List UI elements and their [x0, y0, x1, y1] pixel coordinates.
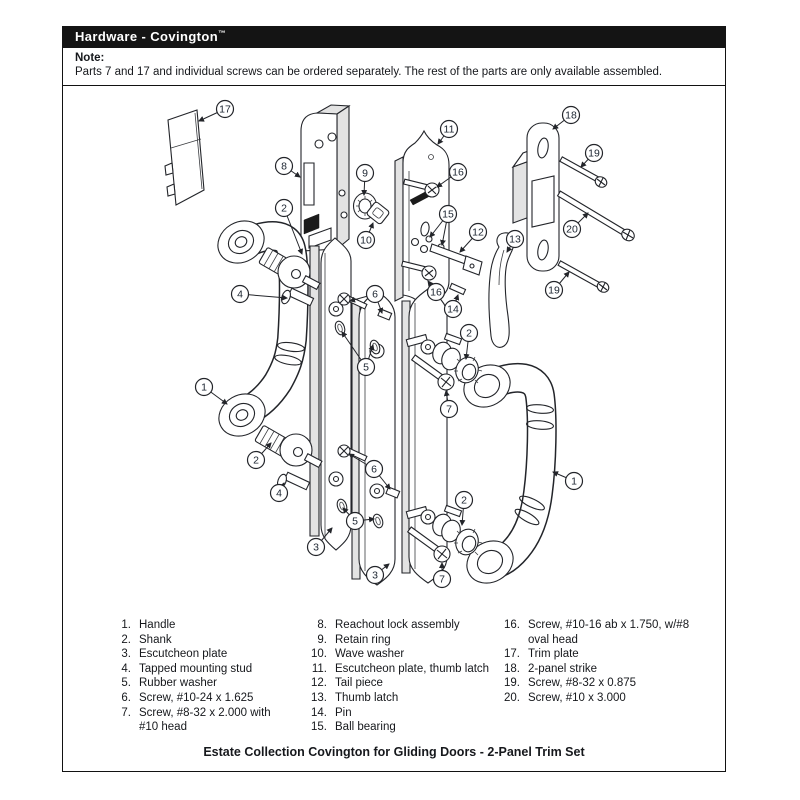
callout-balloon-8	[276, 158, 301, 178]
callout-balloon-13	[507, 231, 524, 253]
svg-text:17: 17	[219, 103, 231, 116]
part-list-item	[496, 618, 716, 633]
svg-text:13: 13	[509, 233, 521, 246]
part-number: 1.	[121, 619, 131, 631]
svg-text:2: 2	[253, 454, 259, 467]
part-list-item	[496, 691, 716, 706]
part-name-continuation: #10 head	[139, 721, 187, 734]
svg-text:14: 14	[447, 303, 459, 316]
part-list-item	[107, 706, 297, 721]
part-name: Tapped mounting stud	[139, 662, 253, 675]
svg-text:1: 1	[201, 381, 207, 394]
parts-list-column-3	[496, 618, 716, 706]
part-name: Screw, #10-16 ab x 1.750, w/#8	[528, 619, 690, 631]
svg-text:16: 16	[430, 286, 442, 299]
part-name: Screw, #10-24 x 1.625	[139, 691, 254, 704]
part-list-item	[496, 676, 716, 691]
svg-text:2: 2	[461, 494, 467, 507]
part-name: Trim plate	[528, 648, 579, 661]
svg-text:3: 3	[372, 569, 378, 582]
part-name: Ball bearing	[335, 721, 396, 734]
callout-balloon-2	[248, 443, 272, 469]
part-number: 9.	[317, 633, 327, 646]
svg-text:3: 3	[313, 541, 319, 554]
part-name: Retain ring	[335, 633, 391, 646]
note-text: Parts 7 and 17 and individual screws can be ordered separately. The rest of the parts are only available assembled.	[75, 66, 663, 78]
reachout-lock-assembly-8	[301, 105, 349, 251]
part-number: 4.	[121, 662, 131, 675]
part-list-item	[107, 662, 297, 677]
svg-text:8: 8	[281, 160, 287, 173]
callout-balloon-17	[199, 101, 234, 122]
part-number: 16.	[504, 619, 520, 631]
part-number: 2.	[121, 633, 131, 646]
part-name: Tail piece	[335, 677, 383, 690]
svg-text:7: 7	[446, 403, 452, 416]
part-list-item	[303, 676, 493, 691]
part-number: 13.	[311, 691, 327, 704]
svg-text:6: 6	[372, 288, 378, 301]
part-name: Screw, #10 x 3.000	[528, 691, 626, 704]
part-number: 10.	[311, 648, 327, 661]
svg-text:7: 7	[439, 573, 445, 586]
callout-balloon-20	[564, 213, 589, 238]
part-number: 17.	[504, 648, 520, 661]
note-label: Note:	[75, 52, 105, 64]
part-name: Rubber washer	[139, 677, 217, 690]
content-border	[62, 26, 726, 772]
part-list-item	[107, 691, 297, 706]
svg-text:4: 4	[276, 487, 282, 500]
handle-1-right	[456, 357, 554, 592]
part-number: 14.	[311, 706, 327, 719]
part-name-continuation: oval head	[528, 633, 578, 646]
trademark-symbol: ™	[218, 28, 226, 38]
part-list-item	[303, 706, 493, 721]
svg-text:5: 5	[363, 361, 369, 374]
callout-balloon-1	[553, 472, 583, 490]
part-list-item	[303, 633, 493, 648]
svg-text:11: 11	[443, 123, 455, 136]
header-bar	[62, 26, 726, 48]
callout-balloon-12	[460, 224, 487, 253]
callout-balloon-19	[581, 145, 603, 168]
svg-text:10: 10	[360, 234, 372, 247]
callout-balloon-10	[358, 223, 375, 249]
svg-text:15: 15	[442, 208, 454, 221]
callout-balloon-14	[445, 295, 462, 318]
part-number: 7.	[121, 706, 131, 719]
part-name: Thumb latch	[335, 691, 399, 704]
part-list-item	[107, 618, 297, 633]
footer-title: Estate Collection Covington for Gliding Doors - 2-Panel Trim Set	[203, 745, 585, 759]
svg-text:5: 5	[352, 515, 358, 528]
parts-list-column-2	[303, 618, 493, 735]
part-list-item	[107, 633, 297, 648]
trim-plate-17	[165, 110, 204, 205]
part-number: 6.	[121, 691, 131, 704]
part-list-item	[107, 676, 297, 691]
part-name: Wave washer	[335, 648, 405, 661]
callout-balloon-2	[461, 325, 478, 360]
part-number: 12.	[311, 677, 327, 690]
part-number: 3.	[121, 648, 131, 661]
escutcheon-plate-thumb-latch-11	[395, 131, 449, 311]
part-number: 11.	[311, 662, 327, 675]
handle-1-left	[210, 213, 305, 445]
svg-text:4: 4	[237, 288, 243, 301]
callout-balloon-9	[357, 165, 374, 196]
part-name: Handle	[139, 619, 176, 631]
part-name: Escutcheon plate, thumb latch	[335, 662, 490, 675]
part-number: 5.	[121, 677, 131, 690]
exploded-parts-diagram	[63, 82, 725, 612]
svg-text:2: 2	[281, 202, 287, 215]
thumb-latch-13	[489, 233, 514, 348]
part-list-item	[496, 647, 716, 662]
part-list-item	[303, 647, 493, 662]
screw-19-top	[560, 157, 609, 189]
svg-text:6: 6	[371, 463, 377, 476]
svg-text:1: 1	[571, 475, 577, 488]
note-box	[63, 48, 725, 86]
part-number: 15.	[311, 721, 327, 734]
svg-text:12: 12	[472, 226, 484, 239]
two-panel-strike-18	[513, 123, 559, 271]
svg-text:2: 2	[466, 327, 472, 340]
pin-14	[450, 283, 466, 294]
part-list-item	[303, 691, 493, 706]
svg-text:16: 16	[452, 166, 464, 179]
part-name: 2-panel strike	[528, 662, 598, 675]
callout-balloon-4	[271, 483, 288, 502]
callout-balloon-1	[196, 379, 228, 405]
svg-text:19: 19	[548, 284, 560, 297]
part-number: 8.	[317, 619, 327, 631]
svg-text:19: 19	[588, 147, 600, 160]
part-number: 20.	[504, 691, 520, 704]
part-name: Screw, #8-32 x 0.875	[528, 677, 637, 690]
callout-balloon-2	[456, 492, 473, 526]
parts-list-column-1	[107, 618, 297, 735]
callout-balloon-18	[553, 107, 580, 130]
escutcheon-plate-3-right	[352, 288, 395, 585]
part-name: Screw, #8-32 x 2.000 with	[139, 706, 271, 719]
svg-text:18: 18	[565, 109, 577, 122]
screw-19-bottom	[558, 261, 611, 294]
part-list-item	[107, 647, 297, 662]
callout-balloon-19	[546, 272, 570, 299]
part-list-item	[496, 662, 716, 677]
svg-text:9: 9	[362, 167, 368, 180]
callout-balloon-11	[438, 121, 458, 145]
part-list-item	[303, 662, 493, 677]
page-title: Hardware - Covington	[75, 29, 219, 44]
part-number: 19.	[504, 677, 520, 690]
part-list-item	[303, 618, 493, 633]
part-name: Shank	[139, 633, 172, 646]
part-name: Reachout lock assembly	[335, 619, 460, 631]
svg-text:20: 20	[566, 223, 578, 236]
part-number: 18.	[504, 662, 520, 675]
part-name: Pin	[335, 706, 352, 719]
part-name: Escutcheon plate	[139, 648, 228, 661]
part-list-item	[303, 720, 493, 735]
